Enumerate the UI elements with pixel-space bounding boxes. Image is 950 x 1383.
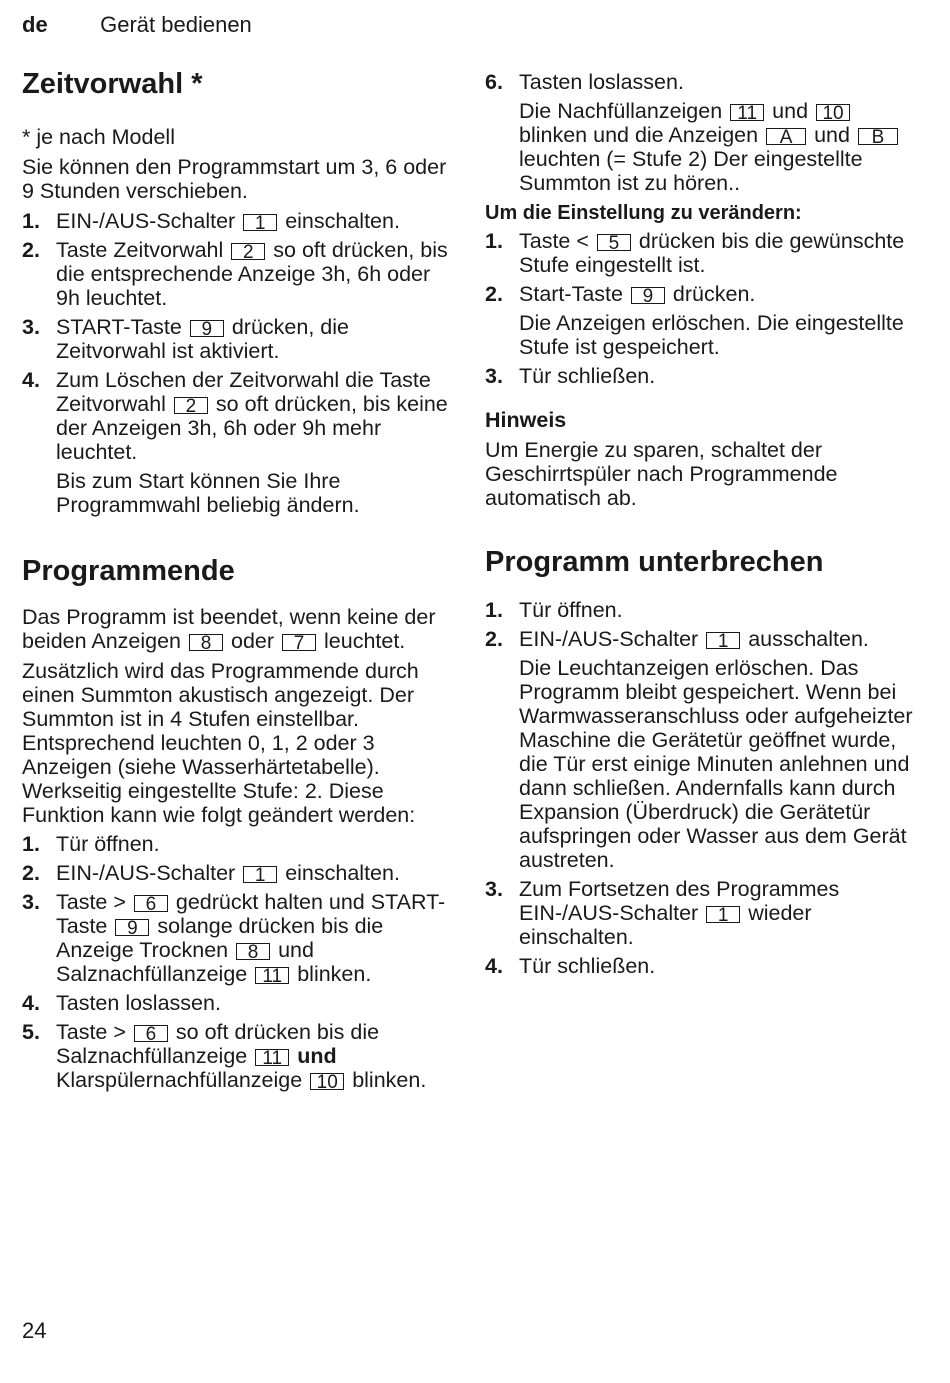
- programmende-para2: Zusätzlich wird das Programmende durch einen Summton akustisch angezeigt. Der Summton ist in 4 Stufen einstellbar. Entsprechend leuchten 0, 1, 2 oder 3 Anzeigen (siehe Wasserhärtetabelle). Werkseitig eingestellte Stufe: 2. Diese Funktion kann wie folgt geändert werden:: [22, 659, 419, 827]
- hint-heading: Hinweis: [485, 408, 567, 432]
- hint-text: Um Energie zu sparen, schaltet der Geschirrtspüler nach Programmende automatisch ab.: [485, 438, 838, 510]
- list-item: 4. Zum Löschen der Zeitvorwahl die Taste Zeitvorwahl 2 so oft drücken, bis keine der Anzeigen 3h, 6h oder 9h mehr leuchtet. Bis zum Start können Sie Ihre Programmwahl beliebig ändern.: [22, 368, 452, 517]
- step-note: Die Anzeigen erlöschen. Die eingestellte Stufe ist gespeichert.: [519, 311, 904, 359]
- programmende-heading: Programmende: [22, 555, 235, 587]
- list-item: 3. Zum Fortsetzen des Programmes EIN-/AUS-Schalter 1 wieder einschalten.: [485, 877, 840, 949]
- key-label: 10: [310, 1073, 344, 1090]
- list-item: 1. Tür öffnen.: [485, 598, 623, 622]
- list-item: 2. EIN-/AUS-Schalter 1 ausschalten. Die Leuchtanzeigen erlöschen. Das Programm bleibt gespeichert. Wenn bei Warmwasseranschluss oder aufgeheizter Maschine die Gerätetür geöffnet wurde, die Tür erst einige Minuten anlehnen und dann schließen. Andernfalls kann durch Expansion (Überdruck) die Gerätetür aufspringen oder Wasser aus dem Gerät austreten.: [485, 627, 915, 872]
- list-item: 4. Tasten loslassen.: [22, 991, 221, 1015]
- list-item: 5. Taste > 6 so oft drücken bis die Salznachfüllanzeige 11 und Klarspülernachfüllanzeige 10 blinken.: [22, 1020, 427, 1093]
- key-label: 5: [597, 234, 631, 251]
- key-label: 7: [282, 634, 316, 651]
- model-footnote: * je nach Modell: [22, 125, 175, 149]
- step-note: Die Nachfüllanzeigen 11 und 10 blinken und die Anzeigen A und B leuchten (= Stufe 2) Der eingestellte Summton ist zu hören..: [519, 99, 915, 195]
- key-label: 1: [706, 906, 740, 923]
- zeitvorwahl-heading: Zeitvorwahl *: [22, 68, 203, 100]
- list-item: 1. Tür öffnen.: [22, 832, 160, 856]
- list-item: 2. Start-Taste 9 drücken. Die Anzeigen erlöschen. Die eingestellte Stufe ist gespeichert.: [485, 282, 915, 359]
- key-label: 6: [134, 1025, 168, 1042]
- key-label: 10: [816, 104, 850, 121]
- list-item: 2. EIN-/AUS-Schalter 1 einschalten.: [22, 861, 400, 886]
- key-label: 1: [243, 866, 277, 883]
- left-column: [22, 64, 452, 1092]
- key-label: 8: [236, 943, 270, 960]
- list-item: 1. EIN-/AUS-Schalter 1 einschalten.: [22, 209, 400, 234]
- summton-steps-continued: [485, 70, 915, 195]
- list-item: 3. START-Taste 9 drücken, die Zeitvorwahl ist aktiviert.: [22, 315, 349, 363]
- unterbrechen-steps: [485, 598, 915, 978]
- summton-steps: [22, 832, 452, 1092]
- key-label: 2: [231, 243, 265, 260]
- list-item: 3. Taste > 6 gedrückt halten und START-Taste 9 solange drücken bis die Anzeige Trocknen 8 und Salznachfüllanzeige 11 blinken.: [22, 890, 446, 987]
- language-code: de: [22, 12, 48, 37]
- page-header: [22, 12, 252, 38]
- key-label: B: [858, 128, 898, 145]
- zeitvorwahl-steps: [22, 209, 452, 517]
- key-label: 9: [631, 287, 665, 304]
- programmende-para1: Das Programm ist beendet, wenn keine der beiden Anzeigen 8 oder 7 leuchtet.: [22, 605, 436, 654]
- key-label: 11: [255, 967, 289, 984]
- step-note: Die Leuchtanzeigen erlöschen. Das Programm bleibt gespeichert. Wenn bei Warmwasseranschluss oder aufgeheizter Maschine die Gerätetür geöffnet wurde, die Tür erst einige Minuten anlehnen und dann schließen. Andernfalls kann durch Expansion (Überdruck) die Gerätetür aufspringen oder Wasser aus dem Gerät austreten.: [519, 656, 913, 872]
- change-setting-heading: Um die Einstellung zu verändern:: [485, 202, 802, 224]
- list-item: 4. Tür schließen.: [485, 954, 656, 978]
- right-column: [485, 70, 915, 978]
- key-label: 11: [255, 1049, 289, 1066]
- key-label: 1: [243, 214, 277, 231]
- zeitvorwahl-intro: Sie können den Programmstart um 3, 6 oder 9 Stunden verschieben.: [22, 155, 447, 203]
- key-label: 1: [706, 632, 740, 649]
- change-setting-steps: [485, 229, 915, 388]
- list-item: 3. Tür schließen.: [485, 364, 656, 388]
- list-item: 1. Taste < 5 drücken bis die gewünschte Stufe eingestellt ist.: [485, 229, 905, 277]
- list-item: 6. Tasten loslassen. Die Nachfüllanzeigen 11 und 10 blinken und die Anzeigen A und B leuchten (= Stufe 2) Der eingestellte Summton ist zu hören..: [485, 70, 915, 195]
- key-label: A: [766, 128, 806, 145]
- unterbrechen-heading: Programm unterbrechen: [485, 546, 824, 578]
- list-item: 2. Taste Zeitvorwahl 2 so oft drücken, bis die entsprechende Anzeige 3h, 6h oder 9h leuchtet.: [22, 238, 448, 310]
- key-label: 11: [730, 104, 764, 121]
- key-label: 9: [190, 320, 224, 337]
- key-label: 2: [174, 397, 208, 414]
- key-label: 9: [115, 919, 149, 936]
- section-title: Gerät bedienen: [100, 12, 252, 37]
- step-note: Bis zum Start können Sie Ihre Programmwahl beliebig ändern.: [56, 469, 360, 517]
- key-label: 8: [189, 634, 223, 651]
- page-number: 24: [22, 1318, 47, 1343]
- key-label: 6: [134, 895, 168, 912]
